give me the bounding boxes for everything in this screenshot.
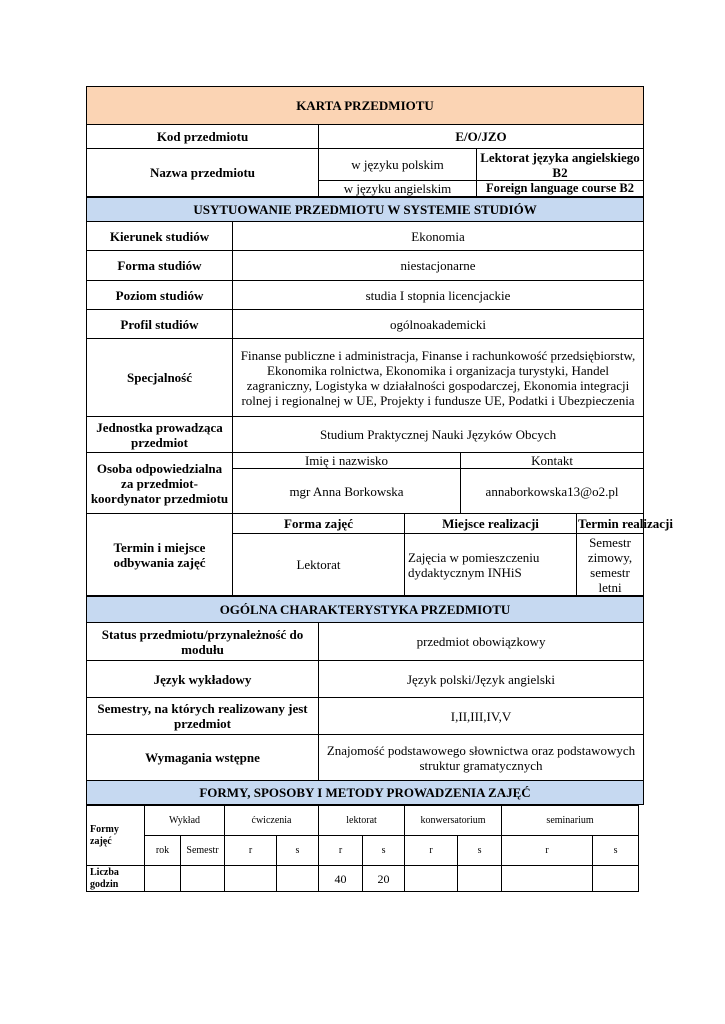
semesters-label: Semestry, na których realizowany jest przedmiot <box>87 698 319 735</box>
placement-section-title: USYTUOWANIE PRZEDMIOTU W SYSTEMIE STUDIÓW <box>87 198 644 222</box>
code-label: Kod przedmiotu <box>87 125 319 149</box>
subheader: s <box>277 836 319 866</box>
subheader: s <box>593 836 639 866</box>
general-table <box>86 596 644 805</box>
group-header: konwersatorium <box>405 806 502 836</box>
placement-table <box>86 197 673 596</box>
name-pl-value: Lektorat języka angielskiego B2 <box>477 149 644 181</box>
form-value: niestacjonarne <box>233 251 644 281</box>
level-label: Poziom studiów <box>87 281 233 310</box>
name-en-label: w języku angielskim <box>319 181 477 197</box>
coordinator-name: mgr Anna Borkowska <box>233 469 461 514</box>
hours-cell <box>502 866 593 892</box>
form-value-cell: Lektorat <box>233 534 405 596</box>
card-title: KARTA PRZEDMIOTU <box>87 87 644 125</box>
hours-cell <box>181 866 225 892</box>
language-value: Język polski/Język angielski <box>319 661 644 698</box>
hours-cell: 40 <box>319 866 363 892</box>
requirements-value: Znajomość podstawowego słownictwa oraz podstawowych struktur gramatycznych <box>319 735 644 781</box>
subheader: r <box>502 836 593 866</box>
profile-label: Profil studiów <box>87 310 233 339</box>
subject-card <box>86 86 673 892</box>
methods-table <box>86 805 639 892</box>
subheader: Semestr <box>181 836 225 866</box>
subheader: s <box>458 836 502 866</box>
hours-cell <box>405 866 458 892</box>
name-header: Imię i nazwisko <box>233 453 461 469</box>
schedule-label: Termin i miejsce odbywania zajęć <box>87 514 233 596</box>
hours-cell <box>458 866 502 892</box>
hours-cell <box>277 866 319 892</box>
code-value: E/O/JZO <box>319 125 644 149</box>
profile-value: ogólnoakademicki <box>233 310 644 339</box>
forms-label: Formy zajęć <box>87 806 145 866</box>
group-header: Wykład <box>145 806 225 836</box>
status-label: Status przedmiotu/przynależność do modułu <box>87 623 319 661</box>
hours-cell: 20 <box>363 866 405 892</box>
name-label: Nazwa przedmiotu <box>87 149 319 197</box>
header-table <box>86 86 644 197</box>
subheader: r <box>405 836 458 866</box>
general-section-title: OGÓLNA CHARAKTERYSTYKA PRZEDMIOTU <box>87 597 644 623</box>
requirements-label: Wymagania wstępne <box>87 735 319 781</box>
group-header: ćwiczenia <box>225 806 319 836</box>
status-value: przedmiot obowiązkowy <box>319 623 644 661</box>
level-value: studia I stopnia licencjackie <box>233 281 644 310</box>
hours-label: Liczba godzin <box>87 866 145 892</box>
place-value: Zajęcia w pomieszczeniu dydaktycznym INHiS <box>405 534 577 596</box>
field-value: Ekonomia <box>233 222 644 251</box>
semesters-value: I,II,III,IV,V <box>319 698 644 735</box>
specialty-label: Specjalność <box>87 339 233 417</box>
name-pl-label: w języku polskim <box>319 149 477 181</box>
methods-section-title: FORMY, SPOSOBY I METODY PROWADZENIA ZAJĘĆ <box>87 781 644 805</box>
term-value: Semestr zimowy, semestr letni <box>577 534 644 596</box>
group-header: lektorat <box>319 806 405 836</box>
coordinator-label: Osoba odpowiedzialna za przedmiot- koordynator przedmiotu <box>87 453 233 514</box>
subheader: r <box>319 836 363 866</box>
coordinator-contact: annaborkowska13@o2.pl <box>461 469 644 514</box>
hours-cell <box>593 866 639 892</box>
name-en-value: Foreign language course B2 <box>477 181 644 197</box>
hours-cell <box>225 866 277 892</box>
language-label: Język wykładowy <box>87 661 319 698</box>
form-header: Forma zajęć <box>233 514 405 534</box>
term-header: Termin realizacji <box>577 514 644 534</box>
contact-header: Kontakt <box>461 453 644 469</box>
group-header: seminarium <box>502 806 639 836</box>
form-label: Forma studiów <box>87 251 233 281</box>
hours-cell <box>145 866 181 892</box>
unit-label: Jednostka prowadząca przedmiot <box>87 417 233 453</box>
subheader: r <box>225 836 277 866</box>
unit-value: Studium Praktycznej Nauki Języków Obcych <box>233 417 644 453</box>
subheader: s <box>363 836 405 866</box>
subheader: rok <box>145 836 181 866</box>
place-header: Miejsce realizacji <box>405 514 577 534</box>
field-label: Kierunek studiów <box>87 222 233 251</box>
specialty-value: Finanse publiczne i administracja, Finanse i rachunkowość przedsiębiorstw, Ekonomika rolnictwa, Ekonomika i organizacja turystyki, Handel zagraniczny, Logistyka w działalności gospodarczej, Ekonomia integracji rolnej i regionalnej w UE, Projekty i fundusze UE, Podatki i Ubezpieczenia <box>233 339 644 417</box>
